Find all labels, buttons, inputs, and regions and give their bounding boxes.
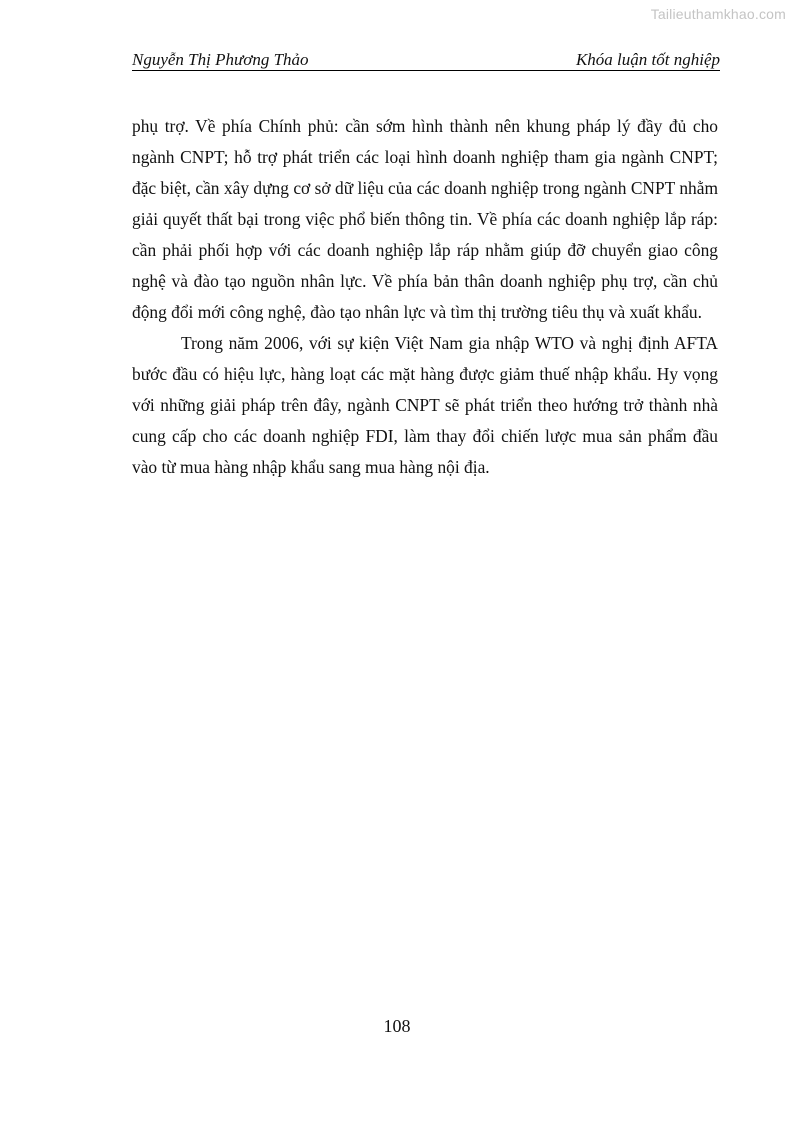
document-body xyxy=(132,111,718,483)
paragraph-1: phụ trợ. Về phía Chính phủ: cần sớm hình thành nên khung pháp lý đầy đủ cho ngành CNPT; hỗ trợ phát triển các loại hình doanh nghiệp tham gia ngành CNPT; đặc biệt, cần xây dựng cơ sở dữ liệu của các doanh nghiệp trong ngành CNPT nhằm giải quyết thất bại trong việc phổ biến thông tin. Về phía các doanh nghiệp lắp ráp: cần phải phối hợp với các doanh nghiệp lắp ráp nhằm giúp đỡ chuyển giao công nghệ và đào tạo nguồn nhân lực. Về phía bản thân doanh nghiệp phụ trợ, cần chủ động đổi mới công nghệ, đào tạo nhân lực và tìm thị trường tiêu thụ và xuất khẩu. xyxy=(132,116,718,322)
page-number: 108 xyxy=(383,1016,411,1036)
page-header xyxy=(132,50,720,71)
header-thesis-title: Khóa luận tốt nghiệp xyxy=(575,50,720,69)
watermark-text: Tailieuthamkhao.com xyxy=(650,6,786,22)
header-author: Nguyễn Thị Phương Thảo xyxy=(132,50,309,69)
paragraph-2: Trong năm 2006, với sự kiện Việt Nam gia nhập WTO và nghị định AFTA bước đầu có hiệu lực, hàng loạt các mặt hàng được giảm thuế nhập khẩu. Hy vọng với những giải pháp trên đây, ngành CNPT sẽ phát triển theo hướng trở thành nhà cung cấp cho các doanh nghiệp FDI, làm thay đổi chiến lược mua sản phẩm đầu vào từ mua hàng nhập khẩu sang mua hàng nội địa. xyxy=(132,333,718,477)
